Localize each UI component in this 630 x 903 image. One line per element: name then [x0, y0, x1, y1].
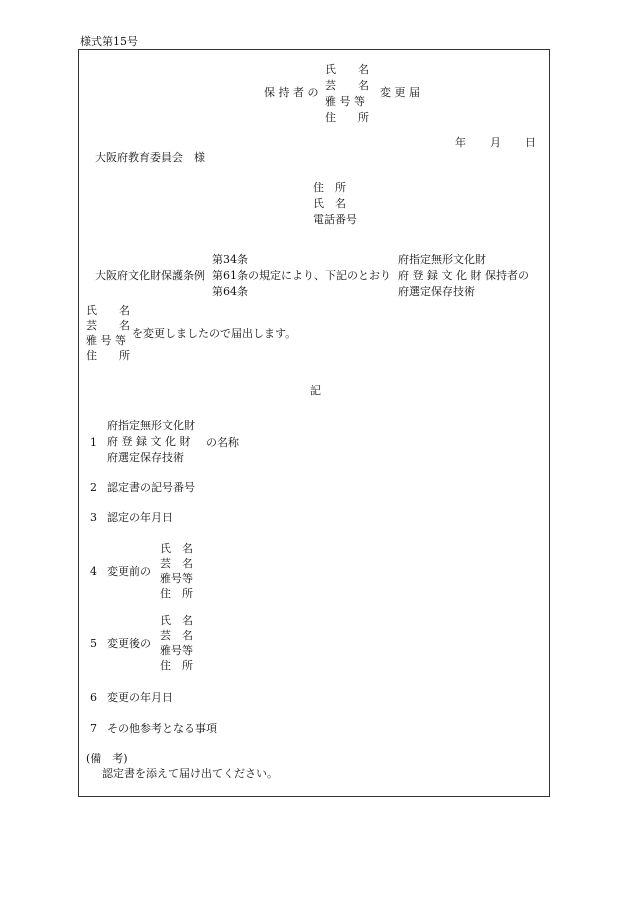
change-text: を変更しましたので届出します。	[132, 327, 297, 340]
regulation-categories	[398, 254, 486, 302]
change-item-pen-name: 雅 号 等	[86, 334, 126, 347]
item-5-field-address: 住 所	[160, 659, 193, 672]
item-7-label: その他参考となる事項	[107, 722, 217, 735]
item-5-field-name: 氏 名	[160, 614, 193, 627]
item-4-field-pen-name: 雅号等	[160, 572, 193, 585]
item-2-label: 認定書の記号番号	[107, 481, 195, 494]
article-64: 第64条	[212, 285, 248, 298]
item-1-categories	[107, 420, 195, 468]
item-1-designated: 府指定無形文化財	[107, 419, 195, 432]
remarks-heading: (備 考)	[86, 752, 128, 765]
item-5-number: 5	[90, 637, 97, 650]
item-6-label: 変更の年月日	[107, 691, 173, 704]
regulation-ordinance: 大阪府文化財保護条例	[95, 269, 205, 282]
title-prefix: 保 持 者 の	[264, 86, 319, 99]
change-item-stage-name: 芸 名	[86, 319, 130, 332]
ki-heading: 記	[310, 384, 321, 397]
date-month: 月	[490, 136, 501, 149]
item-3-number: 3	[90, 511, 97, 524]
item-4-field-name: 氏 名	[160, 542, 193, 555]
item-4-number: 4	[90, 565, 97, 578]
title-items	[325, 64, 375, 128]
title-item-pen-name: 雅 号 等	[325, 95, 365, 108]
addressee: 大阪府教育委員会 様	[95, 151, 205, 164]
item-5-field-pen-name: 雅号等	[160, 644, 193, 657]
applicant-name-label: 氏 名	[313, 197, 346, 210]
item-1-registered: 府 登 録 文 化 財	[107, 435, 191, 448]
item-4-field-stage-name: 芸 名	[160, 557, 193, 570]
regulation-middle: の規定により、下記のとおり	[248, 269, 391, 282]
date-day: 日	[525, 136, 536, 149]
item-1-number: 1	[90, 436, 97, 449]
change-item-address: 住 所	[86, 349, 130, 362]
item-5-field-stage-name: 芸 名	[160, 629, 193, 642]
applicant-address-label: 住 所	[313, 181, 346, 194]
item-4-fields	[160, 543, 193, 603]
title-item-stage-name: 芸 名	[325, 79, 369, 92]
form-number: 様式第15号	[80, 35, 138, 48]
item-4-label: 変更前の	[107, 565, 151, 578]
applicant-block	[313, 182, 357, 230]
article-34: 第34条	[212, 253, 248, 266]
item-6-number: 6	[90, 691, 97, 704]
item-1-technique: 府選定保存技術	[107, 451, 184, 464]
article-61: 第61条	[212, 269, 248, 282]
category-registered: 府 登 録 文 化 財	[398, 269, 482, 282]
title-suffix: 変 更 届	[380, 86, 420, 99]
item-3-label: 認定の年月日	[107, 511, 173, 524]
item-1-suffix: の名称	[206, 436, 239, 449]
item-7-number: 7	[90, 722, 97, 735]
change-item-name: 氏 名	[86, 304, 130, 317]
item-5-label: 変更後の	[107, 637, 151, 650]
applicant-phone-label: 電話番号	[313, 213, 357, 226]
change-items	[86, 305, 136, 365]
date-year: 年	[455, 136, 466, 149]
remarks-text: 認定書を添えて届け出てください。	[102, 767, 278, 780]
item-5-fields	[160, 615, 193, 675]
category-designated: 府指定無形文化財	[398, 253, 486, 266]
category-technique: 府選定保存技術	[398, 285, 475, 298]
title-item-address: 住 所	[325, 111, 369, 124]
title-item-name: 氏 名	[325, 63, 369, 76]
item-4-field-address: 住 所	[160, 587, 193, 600]
item-2-number: 2	[90, 481, 97, 494]
regulation-articles	[212, 254, 248, 302]
regulation-holder-suffix: 保持者の	[485, 269, 529, 282]
